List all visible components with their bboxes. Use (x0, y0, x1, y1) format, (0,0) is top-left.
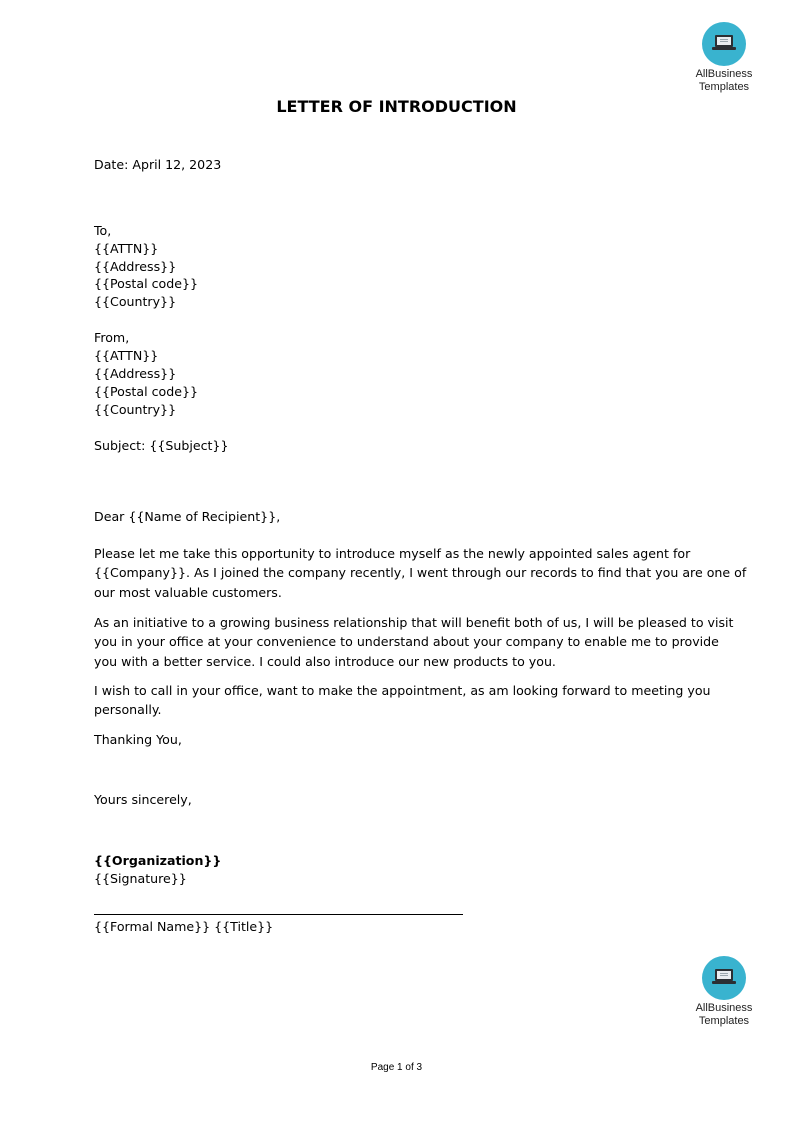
logo-circle (702, 956, 746, 1000)
logo-brand-text (684, 68, 764, 94)
to-label: To, (94, 223, 112, 238)
logo-brand-line2: Templates (698, 1015, 750, 1027)
to-postal-code: {{Postal code}} (94, 276, 198, 291)
logo-brand-line2: Templates (698, 81, 750, 93)
paragraph-line: our most valuable customers. (94, 584, 282, 600)
from-country: {{Country}} (94, 402, 177, 417)
logo-brand-line1: AllBusiness (695, 1002, 753, 1014)
date-line: Date: April 12, 2023 (94, 157, 222, 172)
laptop-icon (711, 967, 737, 987)
paragraph-line: {{Company}}. As I joined the company recently, I went through our records to find that you are one of (94, 565, 747, 581)
body-paragraph-2 (94, 613, 734, 671)
name-title-placeholder: {{Formal Name}} {{Title}} (94, 919, 274, 934)
paragraph-line: you with a better service. I could also introduce our new products to you. (94, 653, 556, 669)
paragraph-line: As an initiative to a growing business relationship that will benefit both of us, I will be pleased to visit (94, 615, 734, 630)
to-attn: {{ATTN}} (94, 241, 159, 256)
organization-placeholder: {{Organization}} (94, 853, 222, 868)
paragraph-line: I wish to call in your office, want to make the appointment, as am looking forward to meeting you (94, 683, 711, 698)
signature-placeholder: {{Signature}} (94, 871, 187, 886)
document-title: LETTER OF INTRODUCTION (276, 97, 517, 116)
body-paragraph-3 (94, 681, 711, 720)
paragraph-line: you in your office at your convenience to understand about your company to enable me to provide (94, 634, 719, 650)
to-address: {{Address}} (94, 259, 177, 274)
paragraph-line: Please let me take this opportunity to introduce myself as the newly appointed sales agent for (94, 546, 691, 561)
brand-logo-top (684, 22, 764, 94)
laptop-icon (711, 33, 737, 53)
page-number: Page 1 of 3 (370, 1062, 423, 1073)
brand-logo-bottom (684, 956, 764, 1028)
from-attn: {{ATTN}} (94, 348, 159, 363)
from-postal-code: {{Postal code}} (94, 384, 198, 399)
from-label: From, (94, 330, 130, 345)
from-address: {{Address}} (94, 366, 177, 381)
salutation: Dear {{Name of Recipient}}, (94, 509, 281, 524)
logo-brand-text (684, 1002, 764, 1028)
to-country: {{Country}} (94, 294, 177, 309)
logo-brand-line1: AllBusiness (695, 68, 753, 80)
closing-line: Yours sincerely, (94, 792, 192, 807)
body-paragraph-1 (94, 544, 747, 602)
signature-line (94, 914, 463, 915)
paragraph-line: personally. (94, 702, 162, 718)
subject-line: Subject: {{Subject}} (94, 438, 229, 453)
thanking-line: Thanking You, (94, 732, 182, 747)
logo-circle (702, 22, 746, 66)
